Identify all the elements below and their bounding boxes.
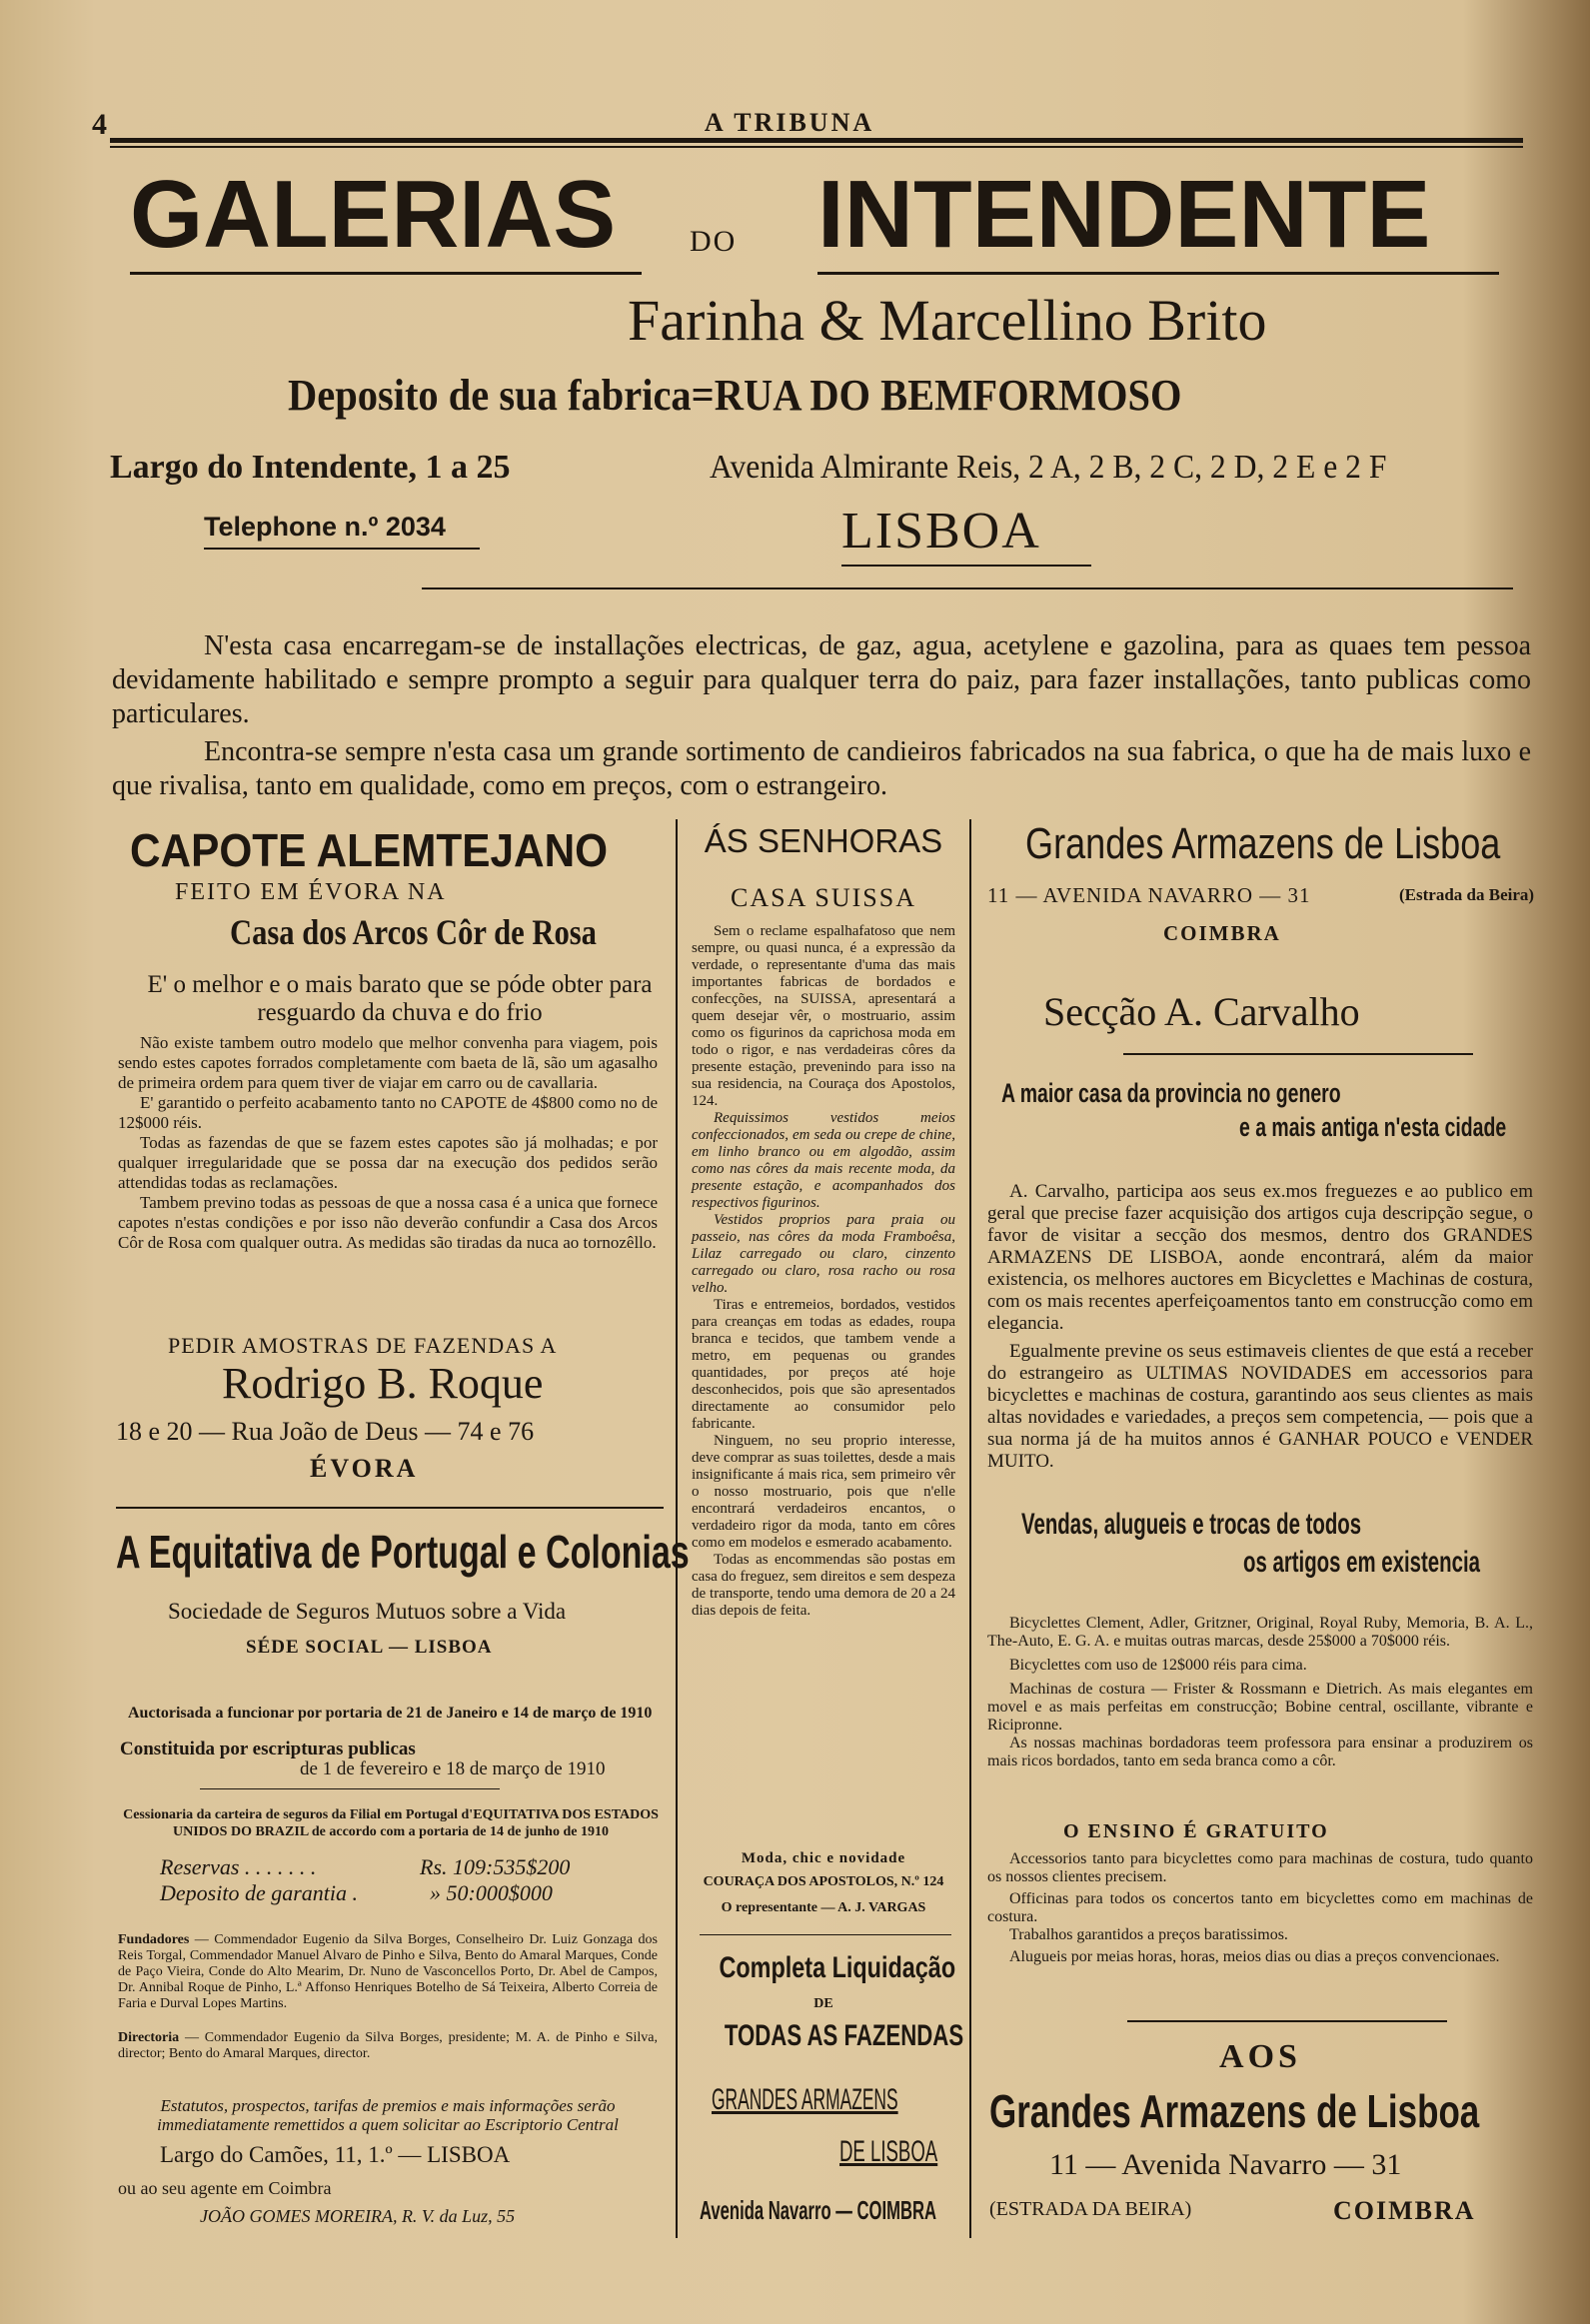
equitativa-board [118, 2030, 658, 2062]
deposit-line: Deposito de sua fabrica=RUA DO BEMFORMOSO [288, 371, 1182, 420]
capote-p4: Tambem previno todas as pessoas de que a nossa casa é a unica que fornece capotes n'estas condições e por isso não deverão confundir a Casa dos Arcos Côr de Rosa com qualquer outra. As medidas são tiradas da nuca ao tornozêllo. [118, 1193, 658, 1252]
armazens-b2: Bicyclettes com uso de 12$000 réis para cima. [1009, 1657, 1307, 1674]
header-rule-thin [110, 146, 1523, 148]
telephone-underline [204, 548, 480, 550]
armazens-title: Grandes Armazens de Lisboa [1025, 819, 1501, 868]
armazens-sales-1: Vendas, alugueis e trocas de todos [1021, 1508, 1362, 1541]
title-underline-left [130, 272, 642, 275]
senhoras-p6: Todas as encommendas são postas em casa do freguez, sem direitos e sem despeza de transporte, tendo uma demora de 20 a 24 dias depois de feita. [692, 1552, 955, 1619]
capote-body [118, 1033, 658, 1253]
armazens-b3: Machinas de costura — Frister & Rossmann e Dietrich. As mais elegantes em movel e as mais perfeitas em construcção; Bobine central, oscillante, vibrante e Ricipronne. [987, 1681, 1533, 1734]
equitativa-subtitle: Sociedade de Seguros Mutuos sobre a Vida [168, 1599, 567, 1624]
armazens-p1: A. Carvalho, participa aos seus ex.mos freguezes e ao publico em geral que precise fazer acquisição dos artigos cuja descripção segue, o favor de visitar a secção dos mesmos, dentro dos GRANDES ARMAZENS DE LISBOA, aonde encontrará, além da maior existencia, os melhores auctores em Bicyclettes e Machinas de costura, com os mais recentes aperfeiçoamentos tanto em construcção como em elegancia. [987, 1181, 1533, 1334]
galerias-para-2: Encontra-se sempre n'esta casa um grande sortimento de candieiros fabricados na sua fabrica, o que ha de mais luxo e que rivalisa, tanto em qualidade, como em preços, com o estrangeiro. [112, 736, 1531, 801]
capote-p1: Não existe tambem outro modelo que melhor convenha para viagem, pois sendo estes capotes forrados completamente com baeta de lã, são um agasalho de primeira ordem para quem tiver de viajar em carro ou de cavallaria. [118, 1033, 658, 1092]
equitativa-seat: SÉDE SOCIAL — LISBOA [246, 1637, 493, 1658]
capote-p2: E' garantido o perfeito acabamento tanto no CAPOTE de 4$800 como no de 12$000 réis. [118, 1093, 658, 1132]
senhoras-rep: O representante — A. J. VARGAS [721, 1900, 926, 1915]
armazens-extras [987, 1850, 1533, 1966]
armazens-p2: Egualmente previne os seus estimaveis clientes de que está a receber do estrangeiro as ULTIMAS NOVIDADES em accessorios para bicyclettes e machinas de costura, garantindo aos seus clientes as mais altas novidades e variedades, a preços sem competencia, — pois que a sua norma já de ha muitos annos é GANHAR POUCO e VENDER MUITO. [987, 1341, 1533, 1472]
equitativa-statutes: Estatutos, prospectos, tarifas de premios e mais informações serão immediatamente remettidos a quem solicitar ao Escriptorio Central [157, 2096, 619, 2134]
board-text: — Commendador Eugenio da Silva Borges, presidente; M. A. de Pinho e Silva, director; Bento do Amaral Marques, director. [118, 2030, 659, 2061]
reserves-label: Reservas . . . . . . . [160, 1854, 317, 1879]
capote-lead: E' o melhor e o mais barato que se póde obter para resguardo da chuva e do frio [147, 971, 653, 1026]
armazens-aos-rule [1127, 2020, 1447, 2022]
founders-text: — Commendador Eugenio da Silva Borges, Conselheiro Dr. Luiz Gonzaga dos Reis Torgal, Commendador Manuel Alvaro de Pinho e Silva, Bento do Amaral Marques, Conde de Paço Vieira, Conde do Alto Mearim, Dr. Nuno de Vasconcellos Porto, Dr. Abel de Campos, Dr. Annibal Roque de Pinho, L.ª Affonso Henriques Botelho de Sá Teixeira, Alberto Correia de Faria e Durval Lopes Martins. [118, 1932, 659, 2011]
armazens-b1: Bicyclettes Clement, Adler, Gritzner, Original, Royal Ruby, Memoria, B. A. L., The-Auto, E. G. A. e muitas outras marcas, desde 25$000 a 70$000 réis. [987, 1615, 1533, 1650]
equitativa-cession: Cessionaria da carteira de seguros da Filial em Portugal d'EQUITATIVA DOS ESTADOS UNIDOS DO BRAZIL de accordo com a portaria de 14 de junho de 1910 [123, 1807, 659, 1839]
equitativa-agent-name: JOÃO GOMES MOREIRA, R. V. da Luz, 55 [200, 2206, 516, 2226]
senhoras-p2: Requissimos vestidos meios confeccionados, em seda ou crepe de chine, em linho branco ou em algodão, assim como nas côres da mais recente moda, da presente estação, e acompanhados dos respectivos figurinos. [692, 1110, 955, 1211]
armazens-body [987, 1181, 1533, 1473]
address-left: Largo do Intendente, 1 a 25 [110, 449, 511, 486]
equitativa-founders [118, 1932, 658, 2012]
capote-shop: Casa dos Arcos Côr de Rosa [230, 912, 597, 952]
armazens-note-2: (ESTRADA DA BEIRA) [989, 2198, 1192, 2220]
armazens-e3: Trabalhos garantidos a preços baratissimos. [1009, 1926, 1288, 1943]
address-right: Avenida Almirante Reis, 2 A, 2 B, 2 C, 2 D, 2 E e 2 F [710, 449, 1387, 486]
armazens-city: COIMBRA [1163, 921, 1281, 945]
armazens-e4: Alugueis por meias horas, horas, meios dias ou dias a preços convencionaes. [1009, 1948, 1500, 1965]
armazens-sales-2: os artigos em existencia [1243, 1546, 1480, 1579]
armazens-title-2: Grandes Armazens de Lisboa [989, 2085, 1480, 2137]
city-underline [841, 565, 1091, 567]
armazens-bicycles [987, 1615, 1533, 1770]
galerias-title-right: INTENDENTE [817, 161, 1431, 268]
senhoras-shop: CASA SUISSA [730, 883, 916, 912]
senhoras-p1: Sem o reclame espalhafatoso que nem sempre, ou quasi nunca, é a expressão da verdade, o representante d'uma das mais importantes fabricas de bordados e confecções, na SUISSA, apresentará a quem desejar vêr, o mostruario, assim como os figurinos da caprichosa moda em todo o rigor, e nas verdadeiras côres da presente estação, prevenindo para isso na sua residencia, na Couraça dos Apostolos, 124. [692, 923, 955, 1109]
equitativa-constituted-b: de 1 de fevereiro e 18 de março de 1910 [300, 1758, 606, 1779]
header-rule [110, 138, 1523, 143]
armazens-addr: 11 — AVENIDA NAVARRO — 31 [987, 883, 1311, 907]
title-underline-right [817, 272, 1499, 275]
armazens-ensino: O ENSINO É GRATUITO [1063, 1820, 1329, 1842]
senhoras-body [692, 923, 955, 1620]
capote-samples: PEDIR AMOSTRAS DE FAZENDAS A [168, 1333, 558, 1358]
store-name-1: GRANDES ARMAZENS [712, 2083, 898, 2116]
galerias-body [112, 629, 1531, 803]
senhoras-title: ÁS SENHORAS [704, 822, 943, 859]
galerias-title-do: DO [690, 225, 738, 258]
armazens-tag-1: A maior casa da provincia no genero [1001, 1078, 1341, 1108]
equitativa-office: Largo do Camões, 11, 1.º — LISBOA [160, 2142, 511, 2167]
capote-divider [116, 1507, 664, 1509]
store-name-2: DE LISBOA [839, 2135, 938, 2168]
capote-owner: Rodrigo B. Roque [222, 1359, 544, 1408]
galerias-title-left: GALERIAS [130, 161, 617, 268]
column-rule-2 [969, 819, 971, 2238]
armazens-e1: Accessorios tanto para bicyclettes como para machinas de costura, tudo quanto os nossos clientes precisem. [987, 1850, 1533, 1885]
reserves-value: Rs. 109:535$200 [420, 1854, 571, 1879]
senhoras-p4: Tiras e entremeios, bordados, vestidos para creanças em todas as edades, roupa branca e tecidos, que tambem vende a metro, em pequenas ou grandes quantidades, por preços até hoje desconhecidos, pois que são apresentados directamente ao consumidor pelo fabricante. [692, 1297, 955, 1432]
equitativa-agent: ou ao seu agente em Coimbra [118, 2178, 332, 2198]
page-number: 4 [92, 108, 107, 141]
senhoras-address: COURAÇA DOS APOSTOLOS, N.º 124 [703, 1874, 944, 1889]
store-address: Avenida Navarro — COIMBRA [700, 2195, 937, 2225]
deposit-label: Deposito de garantia . [160, 1880, 358, 1905]
equitativa-title: A Equitativa de Portugal e Colonias [116, 1526, 690, 1578]
company-name: Farinha & Marcellino Brito [628, 288, 1267, 353]
liquidation-line-1: Completa Liquidação [719, 1951, 956, 1984]
galerias-para-1: N'esta casa encarregam-se de installações electricas, de gaz, agua, acetylene e gazolina, para as quaes tem pessoa devidamente habilitado e sempre prompto a seguir para qualquer terra do paiz, para fazer installações, tanto publicas como particulares. [112, 630, 1531, 729]
equitativa-authorized: Auctorisada a funcionar por portaria de 21 de Janeiro e 14 de março de 1910 [128, 1705, 653, 1722]
capote-city: ÉVORA [310, 1454, 419, 1483]
armazens-addr-note: (Estrada da Beira) [1399, 885, 1535, 904]
armazens-addr-2: 11 — Avenida Navarro — 31 [1049, 2148, 1402, 2181]
newspaper-title: A TRIBUNA [704, 108, 875, 137]
armazens-b4: As nossas machinas bordadoras teem professora para ensinar a produzirem os mais ricos bordados, tanto em seda branca como a côr. [987, 1735, 1533, 1769]
deposit-value: » 50:000$000 [430, 1880, 553, 1905]
galerias-divider [422, 587, 1513, 589]
liquidation-de: DE [813, 1996, 833, 2011]
senhoras-p5: Ninguem, no seu proprio interesse, deve comprar as suas toilettes, desde a mais insignificante á mais rica, sem primeiro vêr o nosso mostruario, pois que n'elle encontrará verdadeiros encantos, o verdadeiro rigor da moda, tanto em côres como em modelos e esmerado acabamento. [692, 1433, 955, 1551]
equitativa-rule [200, 1788, 500, 1789]
armazens-city-2: COIMBRA [1333, 2196, 1476, 2225]
founders-label: Fundadores [118, 1932, 190, 1947]
armazens-aos: AOS [1219, 2038, 1301, 2075]
capote-p3: Todas as fazendas de que se fazem estes capotes são já molhadas; e por qualquer irregularidade que se possa dar na execução dos pedidos serão attendidas todas as reclamações. [118, 1133, 658, 1192]
capote-title: CAPOTE ALEMTEJANO [130, 824, 609, 876]
city-lisboa: LISBOA [841, 503, 1041, 560]
senhoras-slogan: Moda, chic e novidade [741, 1850, 906, 1866]
equitativa-constituted-a: Constituida por escripturas publicas [120, 1739, 416, 1759]
armazens-tag-2: e a mais antiga n'esta cidade [1239, 1112, 1507, 1142]
senhoras-p3: Vestidos proprios para praia ou passeio, nas côres da moda Framboêsa, Lilaz carregado ou claro, cinzento carregado ou claro, rosa racho ou rosa velho. [692, 1212, 955, 1296]
armazens-e2: Officinas para todos os concertos tanto em bicyclettes como em machinas de costura. [987, 1890, 1533, 1925]
capote-address: 18 e 20 — Rua João de Deus — 74 e 76 [116, 1417, 535, 1446]
telephone: Telephone n.º 2034 [204, 512, 446, 542]
armazens-section: Secção A. Carvalho [1043, 989, 1360, 1034]
armazens-section-rule [1123, 1053, 1473, 1055]
liquidation-line-2: TODAS AS FAZENDAS [724, 2019, 964, 2052]
capote-subtitle: FEITO EM ÉVORA NA [175, 879, 447, 905]
senhoras-divider [700, 1934, 951, 1935]
board-label: Directoria [118, 2030, 180, 2045]
